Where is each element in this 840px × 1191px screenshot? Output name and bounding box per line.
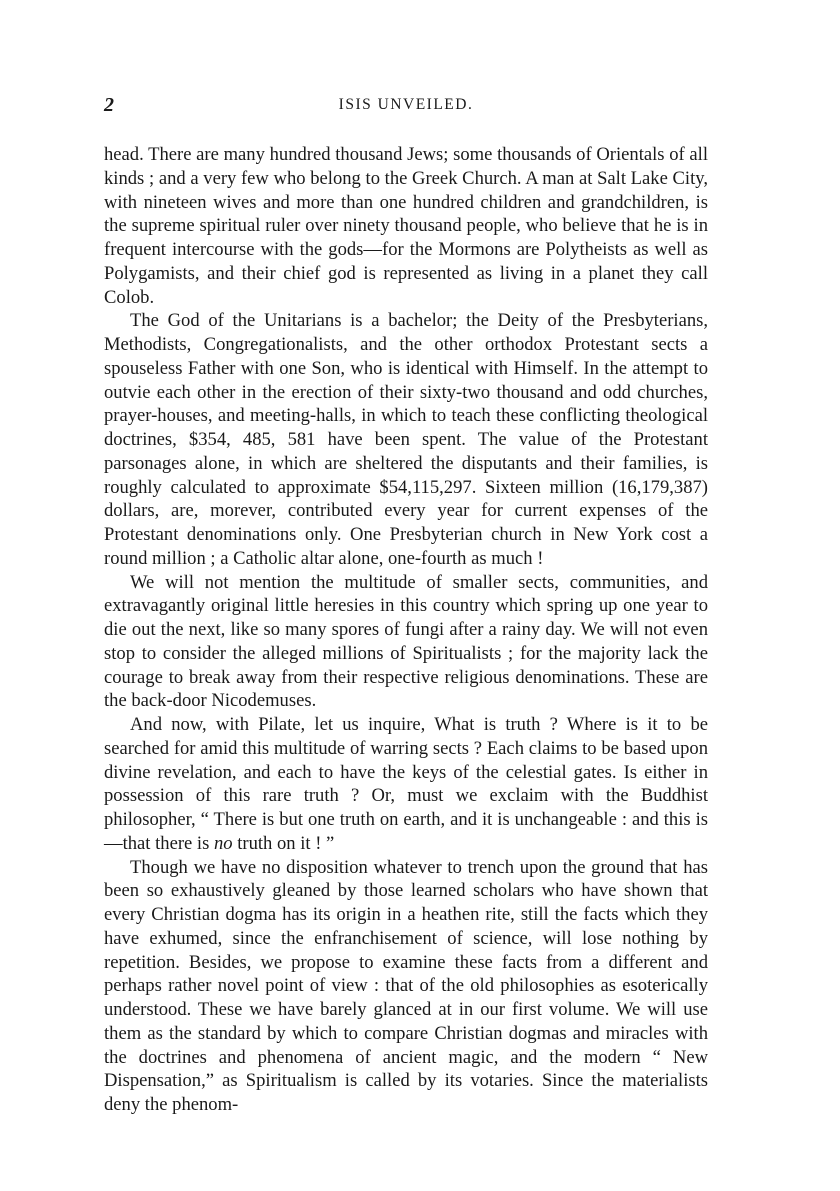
paragraph-pilate-before: And now, with Pilate, let us inquire, What is truth ? Where is it to be searched for amid this multitude of warring sects ? Each claims to be based upon divine revelation, and each to have the keys of the celestial gates. Is either in possession of this rare truth ? Or, must we exclaim with the Buddhist philosopher, “ There is but one truth on earth, and it is unchangeable : and this is—that there is (104, 714, 708, 854)
paragraph-sects: We will not mention the multitude of smaller sects, communities, and extravagantly original little heresies in this country which spring up one year to die out the next, like so many spores of fungi after a rainy day. We will not even stop to consider the alleged millions of Spiritualists ; for the majority lack the courage to break away from their respective religious denominations. These are the back-door Nicodemuses. (104, 571, 708, 712)
paragraph-disposition: Though we have no disposition whatever to trench upon the ground that has been so exhaustively gleaned by those learned scholars who have shown that every Christian dogma has its origin in a heathen rite, still the facts which they have exhumed, since the enfranchisement of science, will lose nothing by repetition. Besides, we propose to examine these facts from a different and perhaps rather novel point of view : that of the old philosophies as esoterically understood. These we have barely glanced at in our first volume. We will use them as the standard by which to compare Christian dogmas and miracles with the doctrines and phenomena of ancient magic, and the modern “ New Dispensation,” as Spiritualism is called by its votaries. Since the materialists deny the phenom- (104, 856, 708, 1115)
emphasis-no: no (213, 832, 233, 854)
paragraph-pilate (104, 713, 708, 856)
body-text (104, 143, 708, 1117)
page-number: 2 (104, 94, 114, 116)
paragraph-continuation: head. There are many hundred thousand Jews; some thousands of Orientals of all kinds ; and a very few who belong to the Greek Church. A man at Salt Lake City, with nineteen wives and more than one hundred children and grandchildren, is the supreme spiritual ruler over ninety thousand people, who believe that he is in frequent intercourse with the gods—for the Mormons are Polytheists as well as Polygamists, and their chief god is represented as living in a planet they call Colob. (104, 144, 708, 308)
paragraph-pilate-after: truth on it ! ” (232, 832, 335, 854)
running-title: ISIS UNVEILED. (338, 96, 474, 113)
page-header (104, 94, 708, 122)
paragraph-unitarians: The God of the Unitarians is a bachelor; the Deity of the Presbyterians, Methodists, Congregationalists, and the other orthodox Protestant sects a spouseless Father with one Son, who is identical with Himself. In the attempt to outvie each other in the erection of their sixty-two thousand and odd churches, prayer-houses, and meeting-halls, in which to teach these conflicting theological doctrines, $354, 485, 581 have been spent. The value of the Protestant parsonages alone, in which are sheltered the disputants and their families, is roughly calculated to approximate $54,115,297. Sixteen million (16,179,387) dollars, are, morever, contributed every year for current expenses of the Protestant denominations only. One Presbyterian church in New York cost a round million ; a Catholic altar alone, one-fourth as much ! (104, 310, 708, 569)
